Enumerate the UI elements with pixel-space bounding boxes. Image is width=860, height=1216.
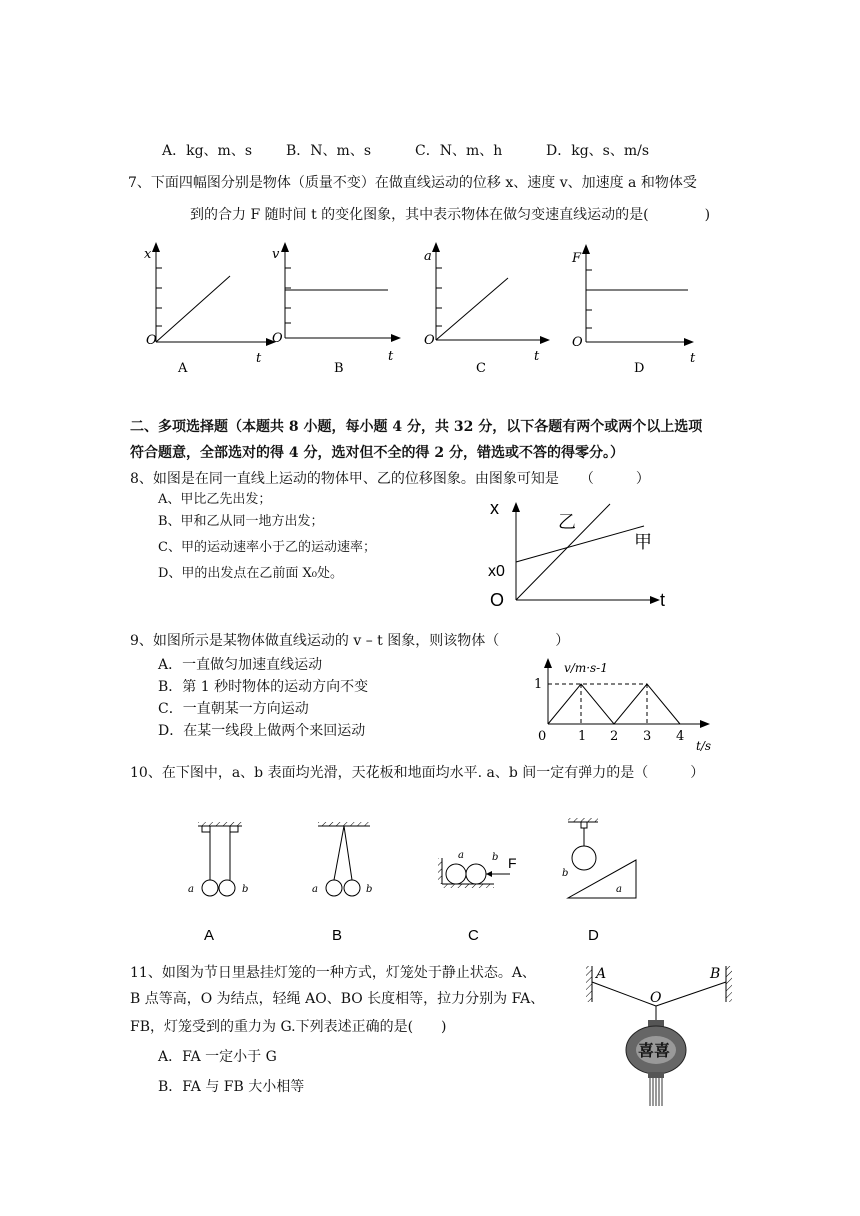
q7a-ylabel: x xyxy=(144,247,152,262)
q11-option-b: B．FA 与 FB 大小相等 xyxy=(158,1079,305,1095)
q11-point-b: B xyxy=(710,966,721,982)
q7-graph-a xyxy=(144,242,276,376)
section2-heading-line2: 符合题意，全部选对的得 4 分，选对但不全的得 2 分，错选或不答的得零分。） xyxy=(130,445,624,461)
q11-stem-line2: B 点等高，O 为结点，轻绳 AO、BO 长度相等，拉力分别为 FA、 xyxy=(130,991,545,1007)
q9-x-tick-1: 1 xyxy=(578,729,587,744)
q7d-caption: D xyxy=(634,361,645,376)
q8-label-yi: 乙 xyxy=(558,512,576,532)
svg-text:b: b xyxy=(492,852,499,863)
q7-graph-b xyxy=(272,242,401,376)
q11-stem-line3: FB，灯笼受到的重力为 G.下列表述正确的是( ) xyxy=(130,1019,447,1035)
q10-stem: 10、在下图中，a、b 表面均光滑，天花板和地面均水平. a、b 间一定有弹力的是（ ） xyxy=(130,765,705,781)
q7b-ylabel: v xyxy=(272,247,280,262)
q8-line-jia xyxy=(516,526,644,562)
q9-option-a: A．一直做匀加速直线运动 xyxy=(158,657,323,673)
q9-x-tick-3: 3 xyxy=(643,729,652,744)
q10-fig-a xyxy=(188,822,248,944)
q11-lantern-text: 喜喜 xyxy=(638,1041,671,1060)
q6-option-c: C．N、m、h xyxy=(415,143,503,159)
q9-graph xyxy=(528,656,728,756)
q7-graph-d xyxy=(571,244,696,376)
q11-stem-line1: 11、如图为节日里悬挂灯笼的一种方式，灯笼处于静止状态。A、 xyxy=(130,965,536,981)
q8-option-b: B、甲和乙从同一地方出发； xyxy=(158,514,324,529)
q8-stem: 8、如图是在同一直线上运动的物体甲、乙的位移图象。由图象可知是 （ ） xyxy=(130,471,650,487)
q7c-origin: O xyxy=(424,333,435,348)
q6-option-b: B．N、m、s xyxy=(286,143,371,159)
q8-origin: O xyxy=(490,590,505,610)
svg-text:b: b xyxy=(242,884,249,895)
q9-xlabel: t/s xyxy=(696,739,712,753)
q7-graph-c xyxy=(424,242,550,376)
q8-ylabel: x xyxy=(490,498,499,518)
q9-option-d: D．在某一线段上做两个来回运动 xyxy=(158,723,366,739)
q7c-xlabel: t xyxy=(534,349,540,364)
section2-heading-line1: 二、多项选择题（本题共 8 小题，每小题 4 分，共 32 分，以下各题有两个或两个以上选项 xyxy=(130,419,703,435)
q7-stem-line2: 到的合力 F 随时间 t 的变化图象，其中表示物体在做匀变速直线运动的是( ) xyxy=(190,207,711,223)
q8-label-jia: 甲 xyxy=(634,532,652,552)
q9-y-tick-1: 1 xyxy=(534,677,543,692)
q10-fig-d xyxy=(562,818,636,944)
q7d-xlabel: t xyxy=(690,351,696,366)
q10-fig-c xyxy=(438,850,517,944)
svg-text:a: a xyxy=(458,850,464,861)
q7b-xlabel: t xyxy=(388,349,394,364)
svg-text:a: a xyxy=(616,884,622,895)
q7d-origin: O xyxy=(572,335,583,350)
svg-text:b: b xyxy=(562,868,569,879)
q7b-origin: O xyxy=(272,331,283,346)
q9-option-c: C．一直朝某一方向运动 xyxy=(158,701,309,717)
q7-stem-line1: 7、下面四幅图分别是物体（质量不变）在做直线运动的位移 x、速度 v、加速度 a 和物体受 xyxy=(128,175,697,191)
q7-graphs xyxy=(130,238,730,378)
q9-stem: 9、如图所示是某物体做直线运动的 v – t 图象，则该物体（ ） xyxy=(130,633,570,649)
q7a-origin: O xyxy=(146,333,157,348)
q7a-caption: A xyxy=(178,361,188,376)
q9-option-b: B．第 1 秒时物体的运动方向不变 xyxy=(158,679,369,695)
q10-label-b: B xyxy=(332,927,343,944)
q10-label-d: D xyxy=(588,927,599,944)
q9-x-tick-0: 0 xyxy=(538,729,547,744)
q7c-caption: C xyxy=(476,361,486,376)
q11-option-a: A．FA 一定小于 G xyxy=(158,1049,277,1065)
q8-option-d: D、甲的出发点在乙前面 X₀处。 xyxy=(158,566,344,581)
q11-point-a: A xyxy=(596,966,607,982)
q8-option-a: A、甲比乙先出发； xyxy=(158,492,272,507)
q8-graph xyxy=(484,492,684,616)
q8-x0-label: x0 xyxy=(488,563,505,580)
q7d-ylabel: F xyxy=(572,251,582,266)
q11-lantern-figure xyxy=(580,960,740,1110)
q9-x-tick-4: 4 xyxy=(676,729,685,744)
q8-option-c: C、甲的运动速率小于乙的运动速率； xyxy=(158,540,376,555)
q8-xlabel: t xyxy=(660,590,666,610)
svg-text:b: b xyxy=(366,884,373,895)
q11-point-o: O xyxy=(650,990,662,1006)
svg-text:a: a xyxy=(312,884,318,895)
q10-figures xyxy=(180,812,640,948)
q6-option-a: A．kg、m、s xyxy=(162,143,253,159)
svg-text:a: a xyxy=(188,884,194,895)
q9-x-tick-2: 2 xyxy=(610,729,619,744)
q7b-caption: B xyxy=(334,361,344,376)
q10-fig-b xyxy=(312,822,372,944)
q9-ylabel: v/m·s-1 xyxy=(564,661,608,675)
q7c-ylabel: a xyxy=(424,249,432,264)
q6-option-d: D．kg、s、m/s xyxy=(546,143,650,159)
svg-text:F: F xyxy=(508,855,517,871)
q10-label-c: C xyxy=(468,927,479,944)
q10-label-a: A xyxy=(204,927,215,944)
q7a-xlabel: t xyxy=(256,351,262,366)
